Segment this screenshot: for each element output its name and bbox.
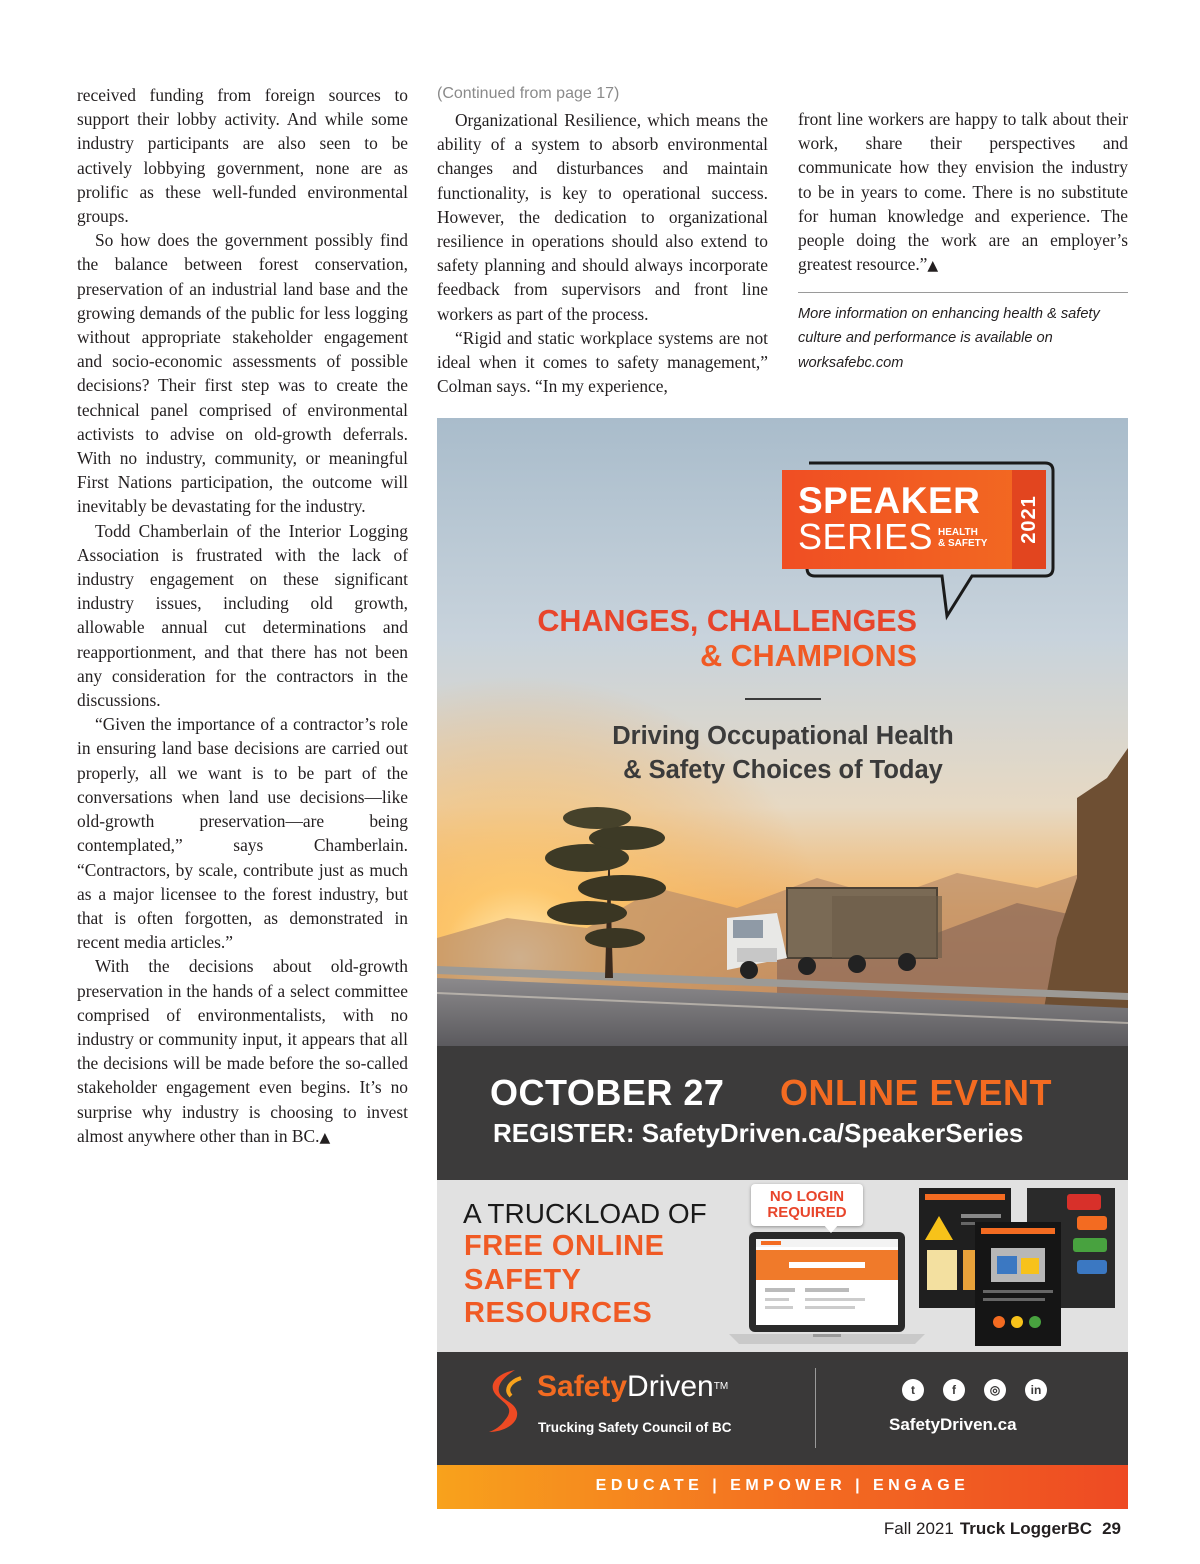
headline-line-1: CHANGES, CHALLENGES	[537, 604, 917, 638]
facebook-icon[interactable]: f	[943, 1379, 965, 1401]
tree-end-mark-icon: ▲	[927, 258, 939, 275]
paragraph	[77, 954, 408, 1150]
truckload-label: A TRUCKLOAD OF	[463, 1198, 707, 1229]
badge-pointer	[823, 1224, 839, 1233]
logo-divider	[815, 1368, 816, 1448]
safety-driven-logo	[537, 1370, 728, 1404]
article-column-3	[798, 107, 1128, 278]
ad-headline	[497, 604, 917, 674]
tree-end-mark-icon: ▲	[319, 1129, 331, 1146]
paragraph: received funding from foreign sources to support their lobby activity. And while some industry participants are also seen to be actively lobbying government, none are as prolific as these well-funded environmental groups.	[77, 85, 408, 227]
subhead-line-1: Driving Occupational Health	[612, 722, 954, 750]
no-login-line-1: NO LOGIN	[769, 1188, 845, 1205]
slogan: EDUCATE | EMPOWER | ENGAGE	[595, 1477, 970, 1494]
no-login-line-2: REQUIRED	[767, 1204, 847, 1221]
more-info-note: More information on enhancing health & safety culture and performance is available on worksafebc.com	[798, 306, 1100, 371]
year-label: 2021	[1017, 495, 1040, 544]
paragraph: So how does the government possibly find the balance between forest conservation, preservation of an industrial land base and the growing demands of the public for less logging without appropriate stakeholder engagement and socio-economic assessments of possible decisions? Their first step was to create the technical panel comprised of environmental activists to advise on old-growth deferrals. With no industry, community, or meaningful First Nations participation, the outcome will inevitably be devastating for the industry.	[77, 230, 408, 517]
safety-driven-s-logo-icon	[485, 1368, 525, 1434]
paragraph	[798, 107, 1128, 278]
safety-posters-image	[917, 1186, 1117, 1348]
speaker-series-logo	[782, 470, 1046, 569]
article-column-1	[77, 83, 408, 1150]
paragraph: “Given the importance of a contractor’s role in ensuring land base decisions are carried out properly, all we want is to be part of the conversations when land use decisions—like old-growth preservation—are being contemplated,” says Chamberlain. “Contractors, by scale, contribute just as much as a major licensee to the forest industry, but that is often forgotten, as demonstrated in recent media articles.”	[77, 714, 408, 953]
linkedin-icon[interactable]: in	[1025, 1379, 1047, 1401]
register-url[interactable]: REGISTER: SafetyDriven.ca/SpeakerSeries	[493, 1118, 1024, 1148]
divider	[798, 292, 1128, 293]
online-event-label: ONLINE EVENT	[780, 1072, 1053, 1113]
continued-from-label: (Continued from page 17)	[437, 85, 620, 102]
safety-label: & SAFETY	[938, 538, 988, 549]
free-line-2: SAFETY	[464, 1263, 582, 1296]
article-column-2	[437, 83, 768, 398]
series-word: SERIES	[798, 516, 934, 557]
safety-driven-advertisement	[437, 418, 1128, 1509]
logo-driven: Driven	[627, 1370, 714, 1403]
logo-band	[437, 1352, 1128, 1465]
no-login-badge	[751, 1184, 863, 1226]
free-resources-label	[464, 1230, 664, 1331]
twitter-icon[interactable]: t	[902, 1379, 924, 1401]
headline-divider	[745, 698, 821, 700]
paragraph-text: front line workers are happy to talk about their work, share their perspectives and communicate how they envision the industry to be in years to come. There is no substitute for human knowledge and experience. The people doing the work are an employer’s greatest resource.”	[798, 109, 1128, 275]
health-label: HEALTH	[938, 527, 978, 538]
free-line-3: RESOURCES	[464, 1297, 653, 1329]
event-date: OCTOBER 27	[490, 1072, 725, 1113]
magazine-name: Truck LoggerBC	[959, 1519, 1093, 1538]
laptop-icon	[729, 1230, 925, 1348]
logo-tagline: Trucking Safety Council of BC	[538, 1420, 732, 1435]
logo-safety: Safety	[537, 1370, 628, 1403]
instagram-icon[interactable]: ◎	[984, 1379, 1006, 1401]
paragraph: Todd Chamberlain of the Interior Logging Association is frustrated with the lack of industry engagement on these significant industry issues, including old growth, allowable annual cut determinations and reapportionment, and that there has not been any consideration for the contractors in the discussions.	[77, 520, 408, 711]
page-footer	[884, 1519, 1121, 1539]
free-line-1: FREE ONLINE	[464, 1230, 665, 1262]
headline-line-2: & CHAMPIONS	[700, 639, 917, 673]
ad-subhead	[567, 719, 999, 787]
website-link[interactable]: SafetyDriven.ca	[889, 1415, 1017, 1434]
issue-label: Fall 2021	[883, 1519, 954, 1538]
speaker-word: SPEAKER	[798, 480, 981, 521]
paragraph: Organizational Resilience, which means the ability of a system to absorb environmental changes and disturbances and maintain functionality, is key to operational success. However, the dedication to organizational resilience in operations should also extend to safety planning and should always incorporate feedback from supervisors and front line workers as part of the process.	[437, 110, 768, 324]
trademark: TM	[713, 1381, 729, 1392]
subhead-line-2: & Safety Choices of Today	[623, 756, 943, 784]
health-safety-label	[938, 527, 998, 549]
page-number: 29	[1102, 1519, 1121, 1538]
paragraph: “Rigid and static workplace systems are not ideal when it comes to safety management,” Colman says. “In my experience,	[437, 327, 768, 397]
paragraph-text: With the decisions about old-growth preservation in the hands of a select committee comprised of environmentalists, with no industry or community input, it appears that all the decisions will be made before the so-called stakeholder engagement even begins. It’s no surprise why industry is choosing to invest almost anywhere other than in BC.	[77, 956, 408, 1146]
